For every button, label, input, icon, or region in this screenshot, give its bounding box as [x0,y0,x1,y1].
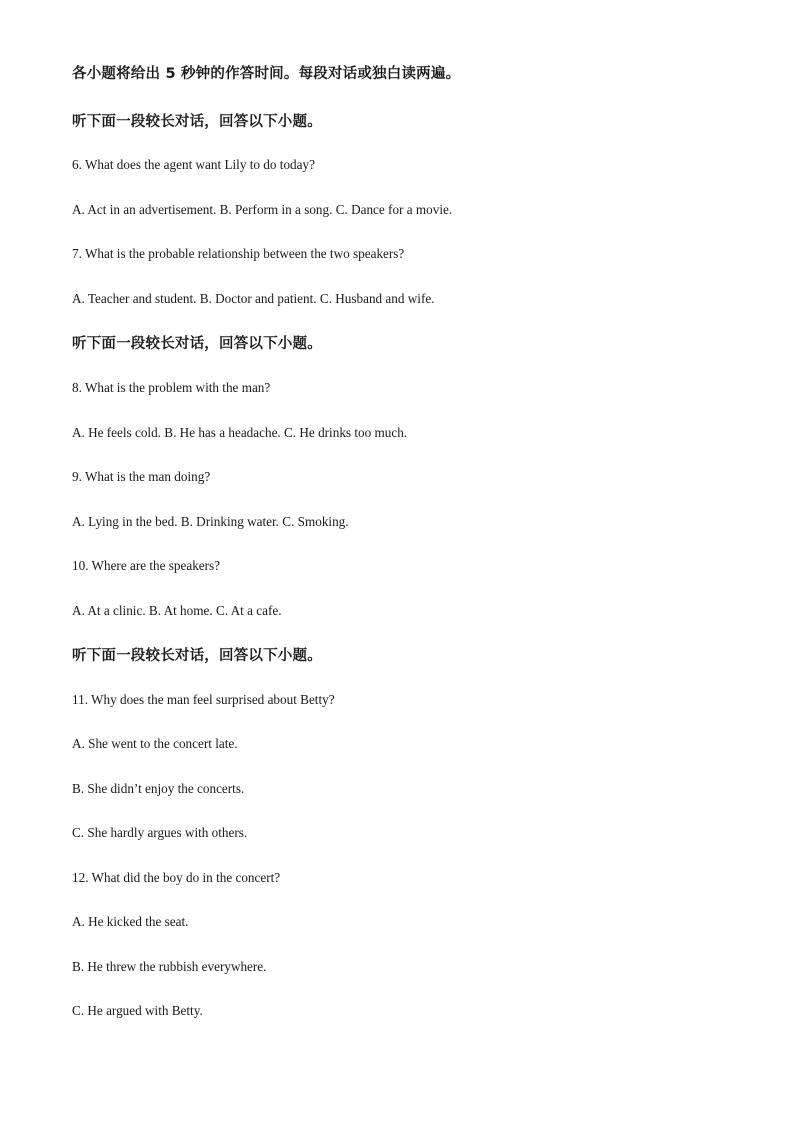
question-8-options: A. He feels cold. B. He has a headache. C. He drinks too much. [72,425,408,440]
question-11-option-b: B. She didn’t enjoy the concerts. [72,781,245,796]
question-6: 6. What does the agent want Lily to do today? [72,157,315,172]
section-heading: 听下面一段较长对话，回答以下小题。 [72,336,322,352]
section-heading: 听下面一段较长对话，回答以下小题。 [72,648,322,664]
question-12-option-a: A. He kicked the seat. [72,914,189,929]
question-9: 9. What is the man doing? [72,469,211,484]
question-8: 8. What is the problem with the man? [72,380,271,395]
section-heading: 听下面一段较长对话，回答以下小题。 [72,114,322,130]
question-6-options: A. Act in an advertisement. B. Perform in a song. C. Dance for a movie. [72,202,453,217]
instructions-text: 各小题将给出 5 秒钟的作答时间。每段对话或独白读两遍。 [72,66,461,82]
question-11-option-c: C. She hardly argues with others. [72,825,248,840]
question-7-options: A. Teacher and student. B. Doctor and patient. C. Husband and wife. [72,291,435,306]
question-7: 7. What is the probable relationship between the two speakers? [72,246,405,261]
question-12: 12. What did the boy do in the concert? [72,870,281,885]
question-11-option-a: A. She went to the concert late. [72,736,238,751]
question-12-option-b: B. He threw the rubbish everywhere. [72,959,267,974]
question-10: 10. Where are the speakers? [72,558,221,573]
question-9-options: A. Lying in the bed. B. Drinking water. C. Smoking. [72,514,349,529]
question-11: 11. Why does the man feel surprised about Betty? [72,692,335,707]
question-12-option-c: C. He argued with Betty. [72,1003,203,1018]
question-10-options: A. At a clinic. B. At home. C. At a cafe. [72,603,282,618]
